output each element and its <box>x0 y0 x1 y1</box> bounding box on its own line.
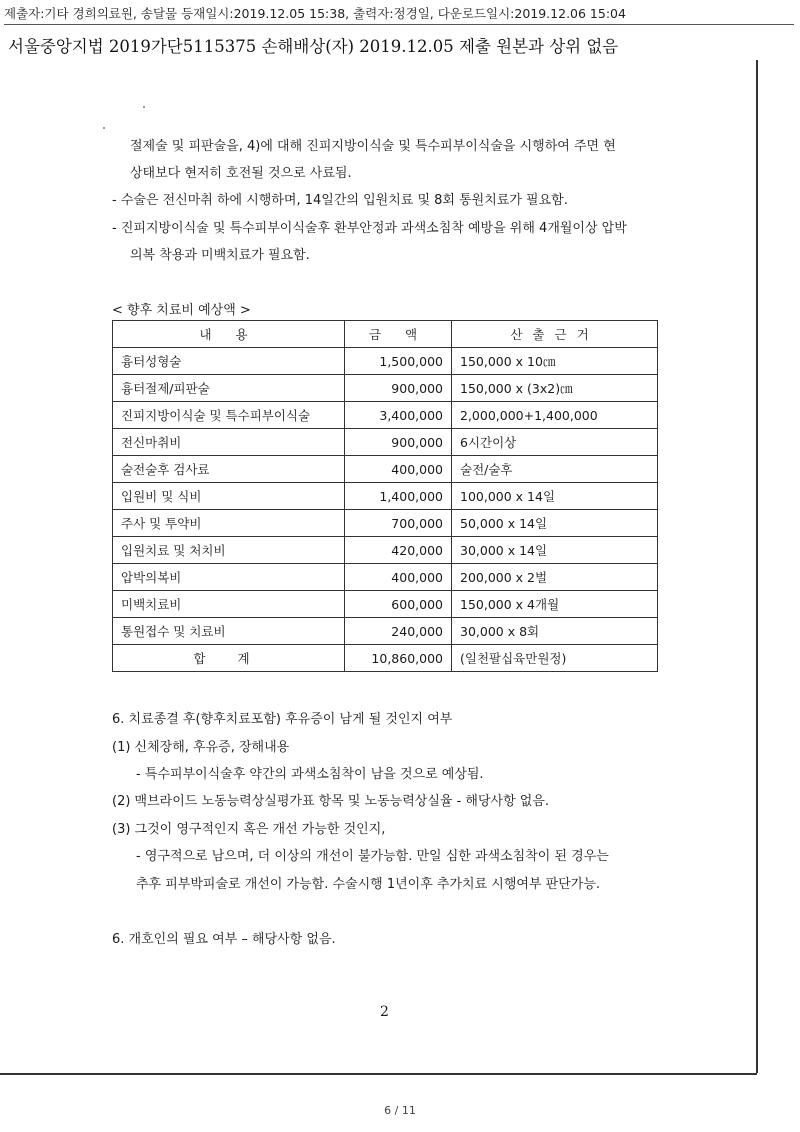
section-6-item-3-detail-2: 추후 피부박피술로 개선이 가능함. 수술시행 1년이후 추가치료 시행여부 판단가능. <box>136 877 601 892</box>
basis-cell: 2,000,000+1,400,000 <box>452 402 658 429</box>
page-frame-right <box>756 60 758 1073</box>
total-label: 합 계 <box>113 645 345 672</box>
table-row <box>113 429 658 456</box>
table-row <box>113 564 658 591</box>
amount-cell: 900,000 <box>345 375 452 402</box>
total-in-words: (일천팔십육만원정) <box>452 645 658 672</box>
item-cell: 주사 및 투약비 <box>113 510 345 537</box>
item-cell: 통원접수 및 치료비 <box>113 618 345 645</box>
section-6b-title: 6. 개호인의 필요 여부 – 해당사항 없음. <box>112 932 336 947</box>
item-cell: 전신마취비 <box>113 429 345 456</box>
case-line: 서울중앙지법 2019가단5115375 손해배상(자) 2019.12.05 제출 원본과 상위 없음 <box>8 37 619 56</box>
table-row <box>113 456 658 483</box>
amount-cell: 240,000 <box>345 618 452 645</box>
section-6-title: 6. 치료종결 후(향후치료포함) 후유증이 남게 될 것인지 여부 <box>112 712 453 727</box>
amount-cell: 3,400,000 <box>345 402 452 429</box>
item-cell: 입원치료 및 처치비 <box>113 537 345 564</box>
submission-info: 제출자:기타 경희의료원, 송달물 등재일시:2019.12.05 15:38, 출력자:정경일, 다운로드일시:2019.12.06 15:04 <box>4 4 794 25</box>
amount-cell: 400,000 <box>345 564 452 591</box>
section-6-item-3-detail-1: - 영구적으로 남으며, 더 이상의 개선이 불가능함. 만일 심한 과색소침착이 된 경우는 <box>136 849 609 864</box>
amount-cell: 420,000 <box>345 537 452 564</box>
basis-cell: 150,000 x 10㎝ <box>452 348 658 375</box>
amount-cell: 700,000 <box>345 510 452 537</box>
table-row <box>113 510 658 537</box>
scan-speck <box>143 106 145 108</box>
amount-cell: 400,000 <box>345 456 452 483</box>
amount-cell: 1,400,000 <box>345 483 452 510</box>
basis-cell: 150,000 x (3x2)㎝ <box>452 375 658 402</box>
header-content: 내 용 <box>113 321 345 348</box>
intro-line-1: 절제술 및 피판술을, 4)에 대해 진피지방이식술 및 특수피부이식술을 시행하여 주면 현 <box>130 139 616 154</box>
basis-cell: 150,000 x 4개월 <box>452 591 658 618</box>
item-cell: 미백치료비 <box>113 591 345 618</box>
intro-bullet-2-cont: 의복 착용과 미백치료가 필요함. <box>130 248 310 263</box>
table-row <box>113 375 658 402</box>
table-row <box>113 402 658 429</box>
item-cell: 입원비 및 식비 <box>113 483 345 510</box>
basis-cell: 200,000 x 2벌 <box>452 564 658 591</box>
table-row <box>113 348 658 375</box>
table-row <box>113 618 658 645</box>
basis-cell: 30,000 x 14일 <box>452 537 658 564</box>
treatment-cost-table <box>112 320 658 672</box>
amount-cell: 900,000 <box>345 429 452 456</box>
amount-cell: 600,000 <box>345 591 452 618</box>
item-cell: 흉터성형술 <box>113 348 345 375</box>
amount-cell: 1,500,000 <box>345 348 452 375</box>
basis-cell: 술전/술후 <box>452 456 658 483</box>
header-amount: 금 액 <box>345 321 452 348</box>
page-counter: 6 / 11 <box>384 1104 416 1117</box>
table-row <box>113 537 658 564</box>
intro-bullet-2: - 진피지방이식술 및 특수피부이식술후 환부안정과 과색소침착 예방을 위해 4개월이상 압박 <box>112 221 627 236</box>
scan-speck <box>103 127 105 129</box>
section-6-item-1: (1) 신체장해, 후유증, 장해내용 <box>112 740 290 755</box>
intro-bullet-1: - 수술은 전신마취 하에 시행하며, 14일간의 입원치료 및 8회 통원치료가 필요함. <box>112 193 568 208</box>
page-frame-bottom <box>0 1073 757 1075</box>
table-caption: < 향후 치료비 예상액 > <box>112 303 251 318</box>
item-cell: 술전술후 검사료 <box>113 456 345 483</box>
item-cell: 압박의복비 <box>113 564 345 591</box>
section-6-item-2: (2) 맥브라이드 노동능력상실평가표 항목 및 노동능력상실율 - 해당사항 없음. <box>112 794 550 809</box>
basis-cell: 100,000 x 14일 <box>452 483 658 510</box>
table-row <box>113 591 658 618</box>
item-cell: 진피지방이식술 및 특수피부이식술 <box>113 402 345 429</box>
table-header-row <box>113 321 658 348</box>
table-total-row <box>113 645 658 672</box>
total-amount: 10,860,000 <box>345 645 452 672</box>
basis-cell: 6시간이상 <box>452 429 658 456</box>
section-6-item-3: (3) 그것이 영구적인지 혹은 개선 가능한 것인지, <box>112 822 386 837</box>
intro-line-2: 상태보다 현저히 호전될 것으로 사료됨. <box>130 166 352 181</box>
basis-cell: 30,000 x 8회 <box>452 618 658 645</box>
page-number: 2 <box>380 1004 389 1020</box>
header-basis: 산출근거 <box>452 321 658 348</box>
basis-cell: 50,000 x 14일 <box>452 510 658 537</box>
item-cell: 흉터절제/피판술 <box>113 375 345 402</box>
table-row <box>113 483 658 510</box>
section-6-item-1-detail: - 특수피부이식술후 약간의 과색소침착이 남을 것으로 예상됨. <box>136 767 484 782</box>
